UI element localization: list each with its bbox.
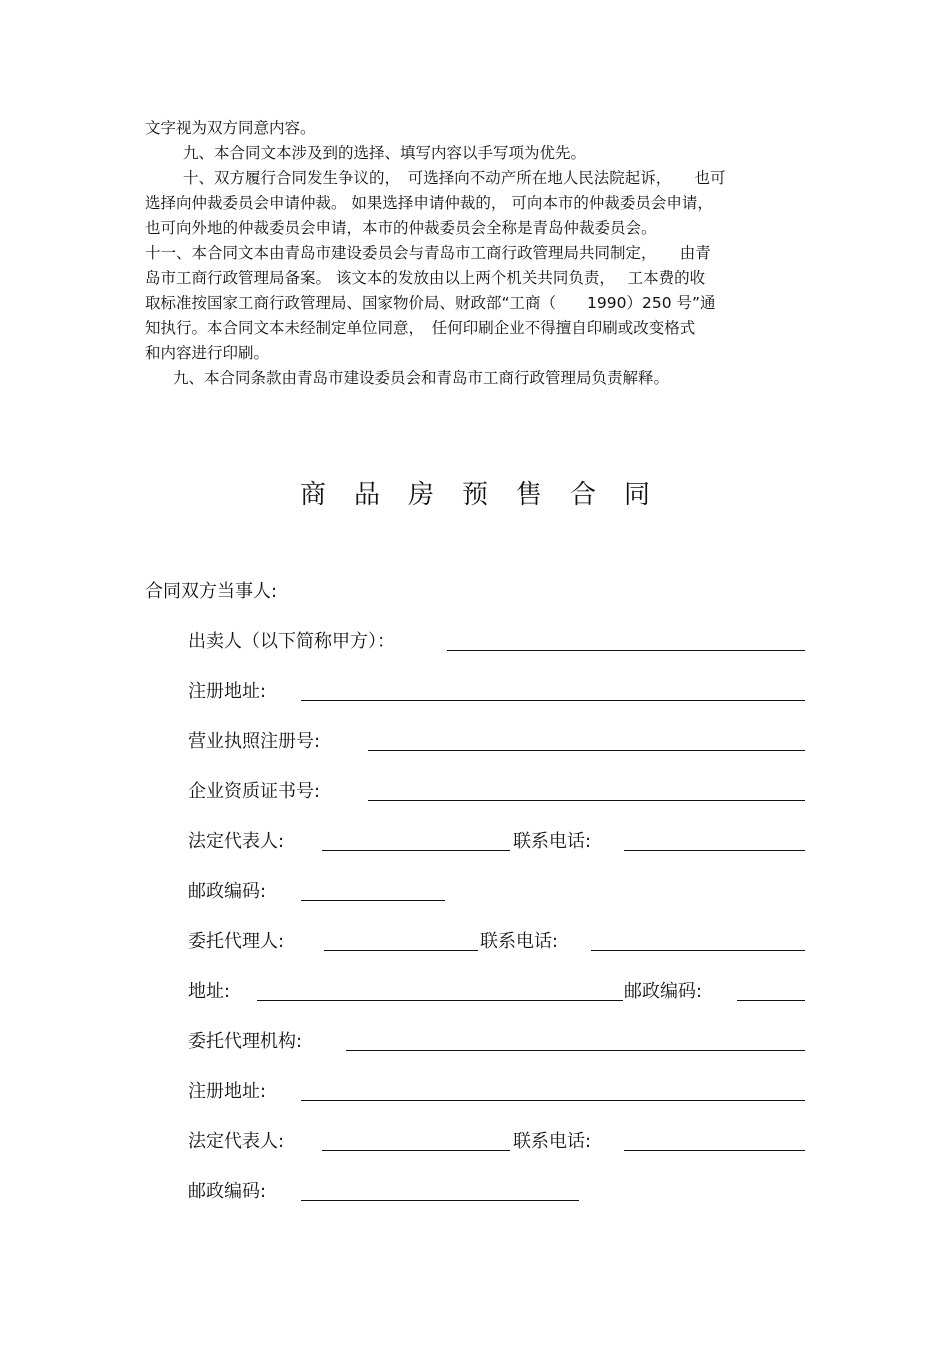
address-field[interactable] [257, 980, 623, 1001]
seller-label: 出卖人（以下简称甲方）： [188, 631, 395, 652]
license-field[interactable] [368, 730, 805, 751]
agency-phone-field[interactable] [624, 1130, 805, 1151]
postcode-row [188, 875, 266, 905]
qualification-row [188, 775, 320, 805]
phone-label: 联系电话: [513, 831, 592, 852]
parties-heading: 合同双方当事人: [145, 581, 278, 602]
agency-postcode-field[interactable] [301, 1180, 579, 1201]
agency-row [188, 1025, 302, 1055]
agency-legal-rep-label: 法定代表人: [188, 1131, 285, 1152]
agency-legal-rep-row [188, 1125, 592, 1155]
legal-rep-row [188, 825, 592, 855]
reg-address-row [188, 675, 266, 705]
reg-address-label: 注册地址: [188, 681, 267, 702]
reg-address-field[interactable] [301, 680, 805, 701]
address-label: 地址: [188, 981, 231, 1002]
postcode-label: 邮政编码: [188, 881, 267, 902]
note-line: 也可向外地的仲裁委员会申请，本市的仲裁委员会全称是青岛仲裁委员会。 [145, 219, 657, 237]
note-line: 选择向仲裁委员会申请仲裁。 如果选择申请仲裁的， 可向本市的仲裁委员会申请， [145, 194, 713, 212]
agent-field[interactable] [324, 930, 478, 951]
agency-address-row [188, 1075, 266, 1105]
note-line: 和内容进行印刷。 [145, 344, 270, 362]
agency-legal-rep-field[interactable] [322, 1130, 510, 1151]
agent-phone-label: 联系电话: [480, 931, 559, 952]
note-line: 九、本合同文本涉及到的选择、填写内容以手写项为优先。 [183, 144, 587, 162]
address-postcode-label: 邮政编码: [624, 981, 703, 1002]
seller-row [188, 625, 395, 655]
legal-rep-label: 法定代表人: [188, 831, 285, 852]
agency-field[interactable] [346, 1030, 805, 1051]
agency-phone-label: 联系电话: [513, 1131, 592, 1152]
note-line: 岛市工商行政管理局备案。 该文本的发放由以上两个机关共同负责， 工本费的收 [145, 269, 706, 287]
note-line: 九、本合同条款由青岛市建设委员会和青岛市工商行政管理局负责解释。 [173, 369, 670, 387]
agent-label: 委托代理人: [188, 931, 285, 952]
note-line: 知执行。本合同文本未经制定单位同意， 任何印刷企业不得擅自印刷或改变格式 [145, 319, 696, 337]
agent-row [188, 925, 559, 955]
note-line: 十一、本合同文本由青岛市建设委员会与青岛市工商行政管理局共同制定， 由青 [145, 244, 711, 262]
agency-address-label: 注册地址: [188, 1081, 267, 1102]
agent-phone-field[interactable] [591, 930, 805, 951]
agency-label: 委托代理机构: [188, 1031, 303, 1052]
agency-postcode-label: 邮政编码: [188, 1181, 267, 1202]
agency-address-field[interactable] [301, 1080, 805, 1101]
legal-rep-field[interactable] [322, 830, 510, 851]
note-line: 文字视为双方同意内容。 [145, 119, 316, 137]
document-title: 商品房预售合同 [299, 480, 678, 510]
license-row [188, 725, 320, 755]
qualification-label: 企业资质证书号: [188, 781, 321, 802]
phone-field[interactable] [624, 830, 805, 851]
postcode-field[interactable] [301, 880, 445, 901]
notes-section [145, 116, 805, 391]
agency-postcode-row [188, 1175, 266, 1205]
seller-field[interactable] [447, 630, 805, 651]
license-label: 营业执照注册号: [188, 731, 321, 752]
qualification-field[interactable] [368, 780, 805, 801]
address-row [188, 975, 703, 1005]
note-line: 十、双方履行合同发生争议的， 可选择向不动产所在地人民法院起诉， 也可 [183, 169, 726, 187]
note-line: 取标准按国家工商行政管理局、国家物价局、财政部“工商（ 1990）250 号”通 [145, 294, 716, 312]
address-postcode-field[interactable] [737, 980, 805, 1001]
